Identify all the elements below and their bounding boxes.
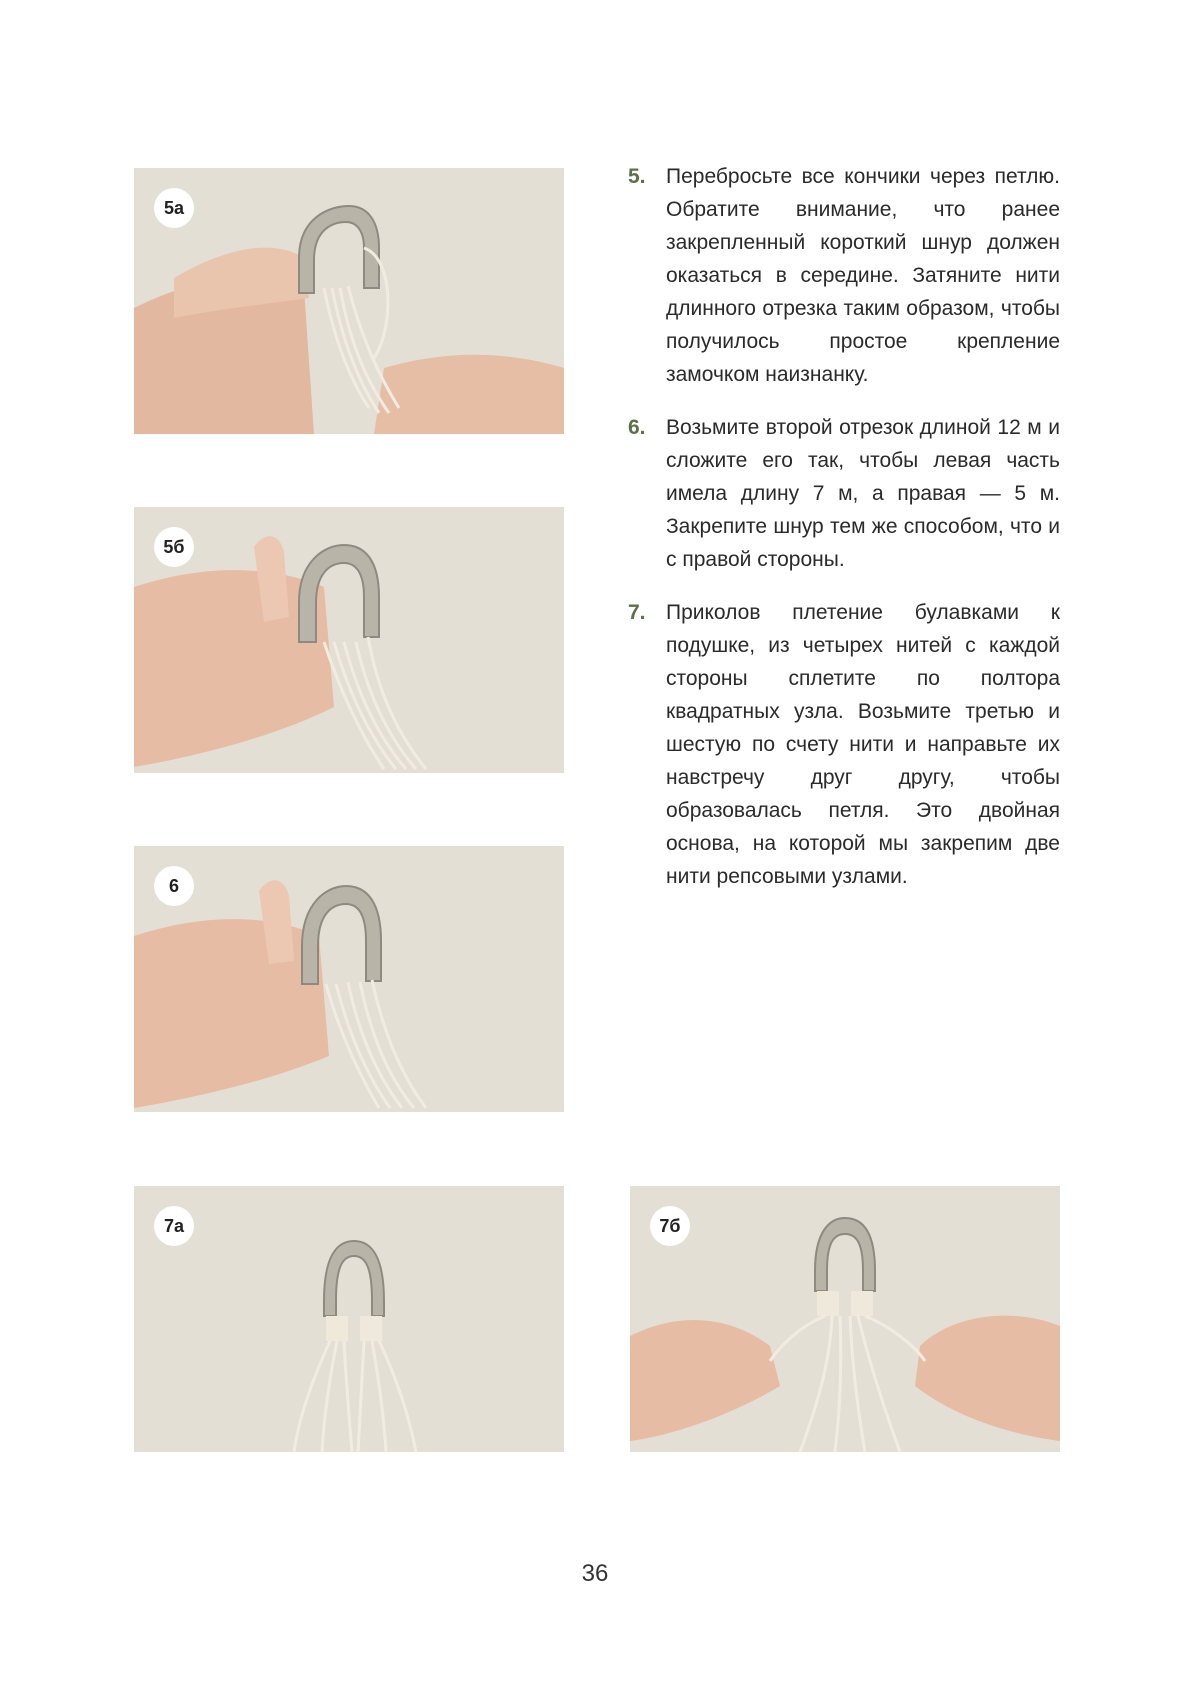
macrame-photo-image (134, 168, 564, 434)
step-text: Перебросьте все кончики через петлю. Обратите внимание, что ранее закрепленный короткий шнур должен оказаться в середине. Затяните нити длинного отрезка таким образом, чтобы получилось простое крепление замочком наизнанку. (666, 165, 1060, 386)
step-text: Возьмите второй отрезок длиной 12 м и сложите его так, чтобы левая часть имела длину 7 м, а правая — 5 м. Закрепите шнур тем же способом, что и с правой стороны. (666, 416, 1060, 571)
photo-label: 6 (154, 866, 194, 906)
photo-step-6 (134, 846, 564, 1112)
step-number: 5. (628, 165, 646, 188)
step-number: 7. (628, 601, 646, 624)
photo-label: 5а (154, 188, 194, 228)
macrame-photo-image (134, 846, 564, 1112)
instructions (628, 160, 1060, 913)
step-number: 6. (628, 416, 646, 439)
macrame-photo-image (134, 1186, 564, 1452)
photo-step-7b (630, 1186, 1060, 1452)
photo-step-7a (134, 1186, 564, 1452)
step-6 (628, 411, 1060, 576)
photo-step-5a (134, 168, 564, 434)
step-5 (628, 160, 1060, 391)
photo-label: 7б (650, 1206, 690, 1246)
step-text: Приколов плетение булавками к подушке, из четырех нитей с каждой стороны сплетите по полтора квадратных узла. Возьмите третью и шестую по счету нити и направьте их навстречу друг другу, чтобы образовалась петля. Это двойная основа, на которой мы закрепим две нити репсовыми узлами. (666, 601, 1060, 888)
page-number: 36 (581, 1560, 609, 1587)
macrame-photo-image (630, 1186, 1060, 1452)
photo-step-5b (134, 507, 564, 773)
step-7 (628, 596, 1060, 893)
photo-label: 7а (154, 1206, 194, 1246)
macrame-photo-image (134, 507, 564, 773)
photo-label: 5б (154, 527, 194, 567)
